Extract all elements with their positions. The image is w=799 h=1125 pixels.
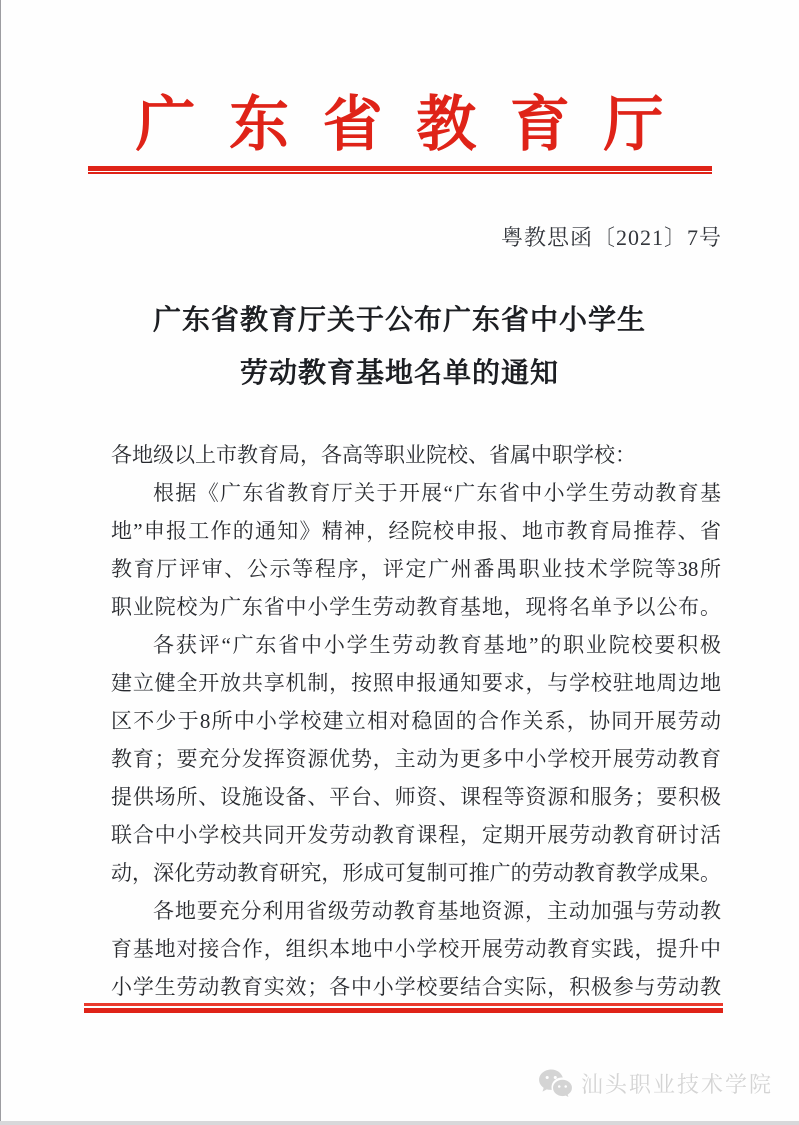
document-number: 粤教思函〔2021〕7号: [500, 225, 722, 250]
body-line: 提供场所、设施设备、平台、师资、课程等资源和服务；要积极: [111, 785, 721, 809]
scan-edge-bottom: [0, 1121, 799, 1125]
document-title-line2: 劳动教育基地名单的通知: [239, 358, 559, 389]
body-line: 区不少于8所中小学校建立相对稳固的合作关系，协同开展劳动: [111, 709, 721, 733]
body-line: 教育；要充分发挥资源优势，主动为更多中小学校开展劳动教育: [111, 747, 721, 771]
body-line: 建立健全开放共享机制，按照申报通知要求，与学校驻地周边地: [111, 671, 721, 695]
body-line: 各获评“广东省中小学生劳动教育基地”的职业院校要积极: [153, 633, 721, 657]
body-line: 各地要充分利用省级劳动教育基地资源，主动加强与劳动教: [153, 899, 721, 923]
body-line: 地”申报工作的通知》精神，经院校申报、地市教育局推荐、省: [111, 519, 721, 543]
body-line-salutation: 各地级以上市教育局，各高等职业院校、省属中职学校：: [111, 443, 636, 467]
watermark-text: 汕头职业技术学院: [580, 1072, 773, 1097]
body-line: 教育厅评审、公示等程序，评定广州番禺职业技术学院等38所: [111, 557, 721, 581]
document-body: [111, 436, 721, 1006]
body-line: 联合中小学校共同开发劳动教育课程，定期开展劳动教育研讨活: [111, 823, 721, 847]
next-page-red-rule: [84, 1003, 723, 1013]
scan-edge-left: [0, 0, 1, 1125]
document-title-line1: 广东省教育厅关于公布广东省中小学生: [152, 305, 646, 336]
body-line: 小学生劳动教育实效；各中小学校要结合实际，积极参与劳动教: [111, 975, 721, 999]
body-line: 根据《广东省教育厅关于开展“广东省中小学生劳动教育基: [153, 481, 721, 505]
body-line: 职业院校为广东省中小学生劳动教育基地，现将名单予以公布。: [111, 595, 721, 619]
watermark: [538, 1068, 773, 1099]
document-title: [0, 294, 799, 400]
letterhead-divider-rule: [88, 166, 712, 174]
agency-letterhead: 广东省教育厅: [135, 92, 698, 158]
body-line: 育基地对接合作，组织本地中小学校开展劳动教育实践，提升中: [111, 937, 721, 961]
body-line: 动，深化劳动教育研究，形成可复制可推广的劳动教育教学成果。: [111, 861, 721, 885]
wechat-icon: [538, 1068, 574, 1099]
